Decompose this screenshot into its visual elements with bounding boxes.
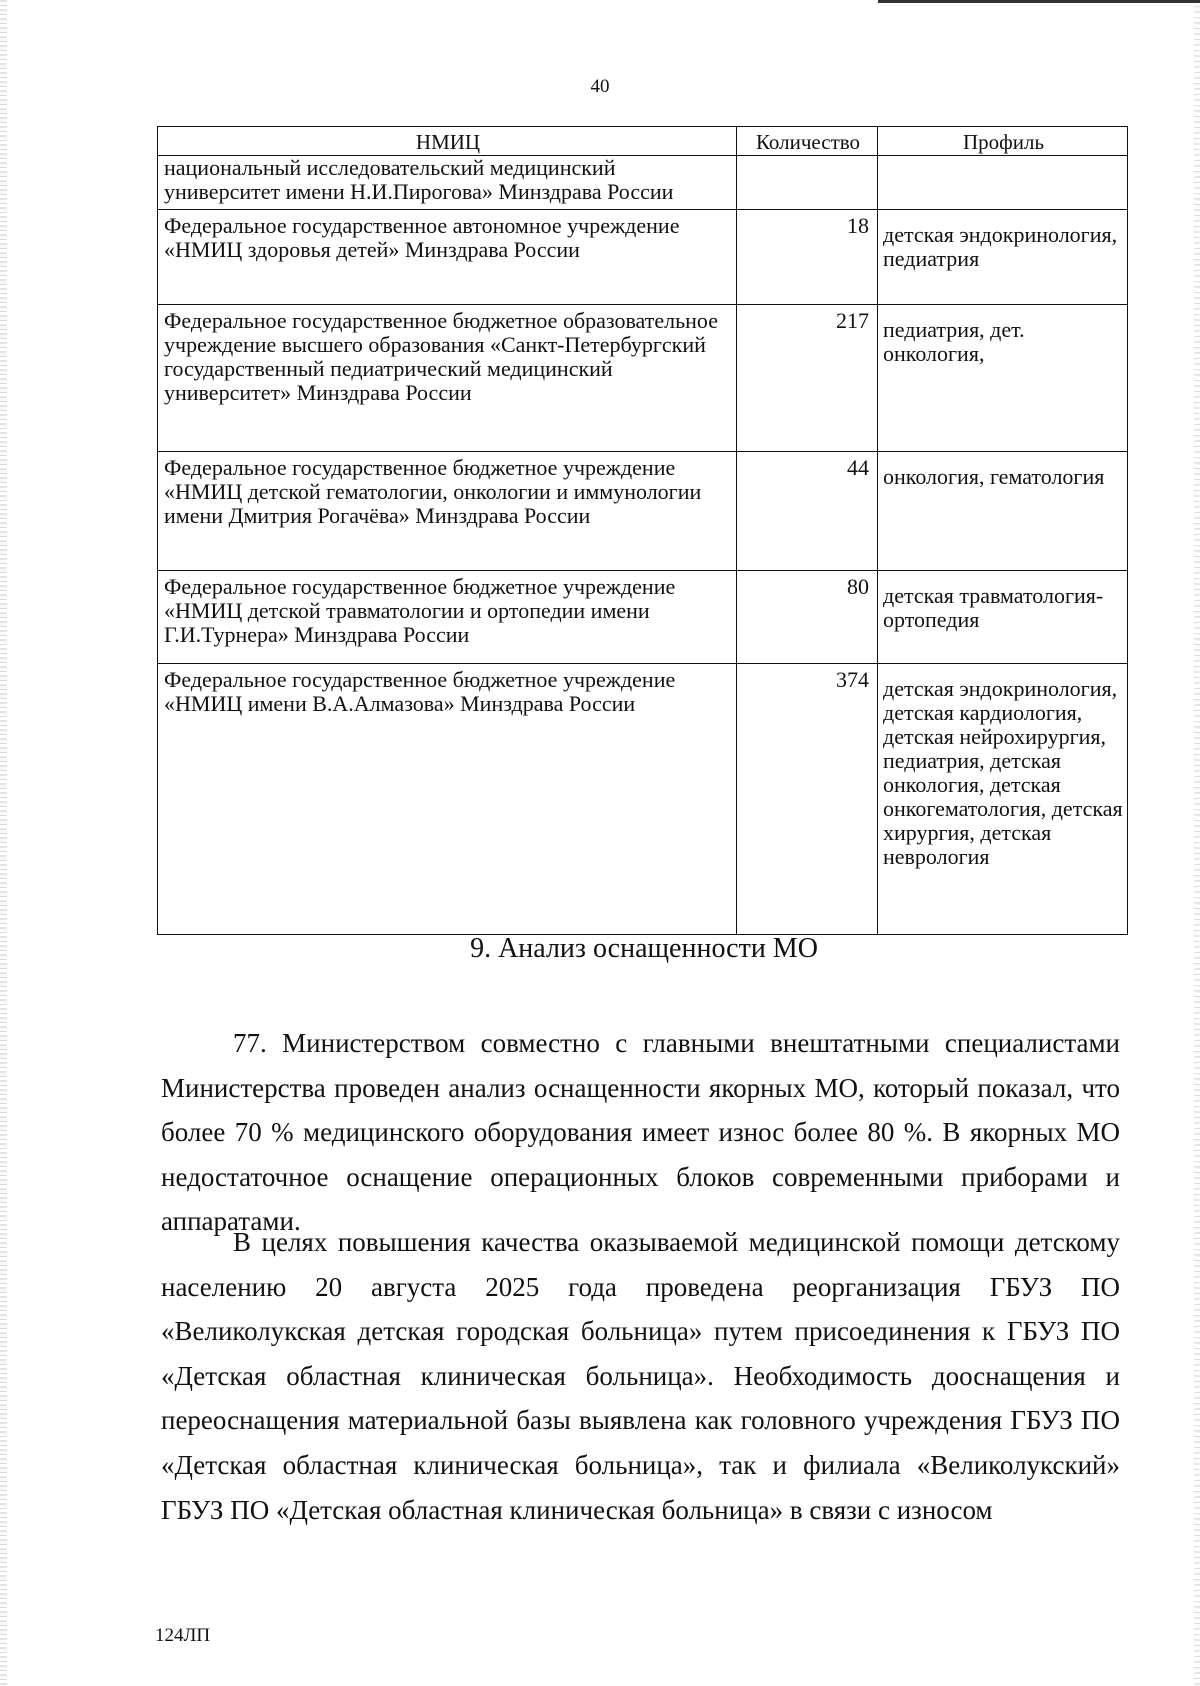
scan-edge-right: [1194, 0, 1200, 1686]
paragraph-reorganization: [161, 1220, 1120, 1532]
org-cell: национальный исследовательский медицинский университет имени Н.И.Пирогова» Минздрава России: [158, 156, 737, 210]
table-row: [158, 571, 1128, 664]
header-profile: Профиль: [878, 127, 1128, 156]
table-header-row: [158, 127, 1128, 156]
org-cell: Федеральное государственное бюджетное учреждение «НМИЦ детской травматологии и ортопедии имени Г.И.Турнера» Минздрава России: [158, 571, 737, 664]
profile-cell: детская эндокринология, детская кардиология, детская нейрохирургия, педиатрия, детская онкология, детская онкогематология, детская хирургия, детская неврология: [878, 664, 1128, 935]
count-cell: 80: [737, 571, 878, 664]
nmic-table: [157, 126, 1128, 935]
paragraph-reorganization-text: В целях повышения качества оказываемой медицинской помощи детскому населению 20 августа 2025 года проведена реорганизация ГБУЗ ПО «Великолукская детская городская больница» путем присоединения к ГБУЗ ПО «Детская областная клиническая больница». Необходимость дооснащения и переоснащения материальной базы выявлена как головного учреждения ГБУЗ ПО «Детская областная клиническая больница», так и филиала «Великолукский» ГБУЗ ПО «Детская областная клиническая больница» в связи с износом: [161, 1227, 1120, 1525]
table-row: [158, 452, 1128, 571]
profile-cell: педиатрия, дет. онкология,: [878, 305, 1128, 452]
paragraph-77-text: 77. Министерством совместно с главными внештатными специалистами Министерства проведен анализ оснащенности якорных МО, который показал, что более 70 % медицинского оборудования имеет износ более 80 %. В якорных МО недостаточное оснащение операционных блоков современными приборами и аппаратами.: [161, 1028, 1120, 1237]
scan-top-edge: [878, 0, 1200, 3]
profile-cell: детская эндокринология, педиатрия: [878, 210, 1128, 305]
org-cell: Федеральное государственное бюджетное учреждение «НМИЦ детской гематологии, онкологии и иммунологии имени Дмитрия Рогачёва» Минздрава России: [158, 452, 737, 571]
profile-cell: детская травматология-ортопедия: [878, 571, 1128, 664]
paragraph-77: [161, 1021, 1120, 1244]
profile-cell: [878, 156, 1128, 210]
section-title: 9. Анализ оснащенности МО: [470, 933, 818, 964]
header-nmic: НМИЦ: [158, 127, 737, 156]
table-row: [158, 664, 1128, 935]
org-cell: Федеральное государственное бюджетное учреждение «НМИЦ имени В.А.Алмазова» Минздрава России: [158, 664, 737, 935]
header-count: Количество: [737, 127, 878, 156]
count-cell: 18: [737, 210, 878, 305]
table-row: [158, 210, 1128, 305]
table-row: [158, 156, 1128, 210]
table-row: [158, 305, 1128, 452]
count-cell: 374: [737, 664, 878, 935]
org-cell: Федеральное государственное автономное учреждение «НМИЦ здоровья детей» Минздрава России: [158, 210, 737, 305]
profile-cell: онкология, гематология: [878, 452, 1128, 571]
page-number: 40: [590, 76, 610, 97]
org-cell: Федеральное государственное бюджетное образовательное учреждение высшего образования «Санкт-Петербургский государственный педиатрический медицинский университет» Минздрава России: [158, 305, 737, 452]
count-cell: 44: [737, 452, 878, 571]
footer-document-code: 124ЛП: [155, 1625, 211, 1646]
count-cell: 217: [737, 305, 878, 452]
scan-edge-left: [0, 0, 7, 1686]
count-cell: [737, 156, 878, 210]
